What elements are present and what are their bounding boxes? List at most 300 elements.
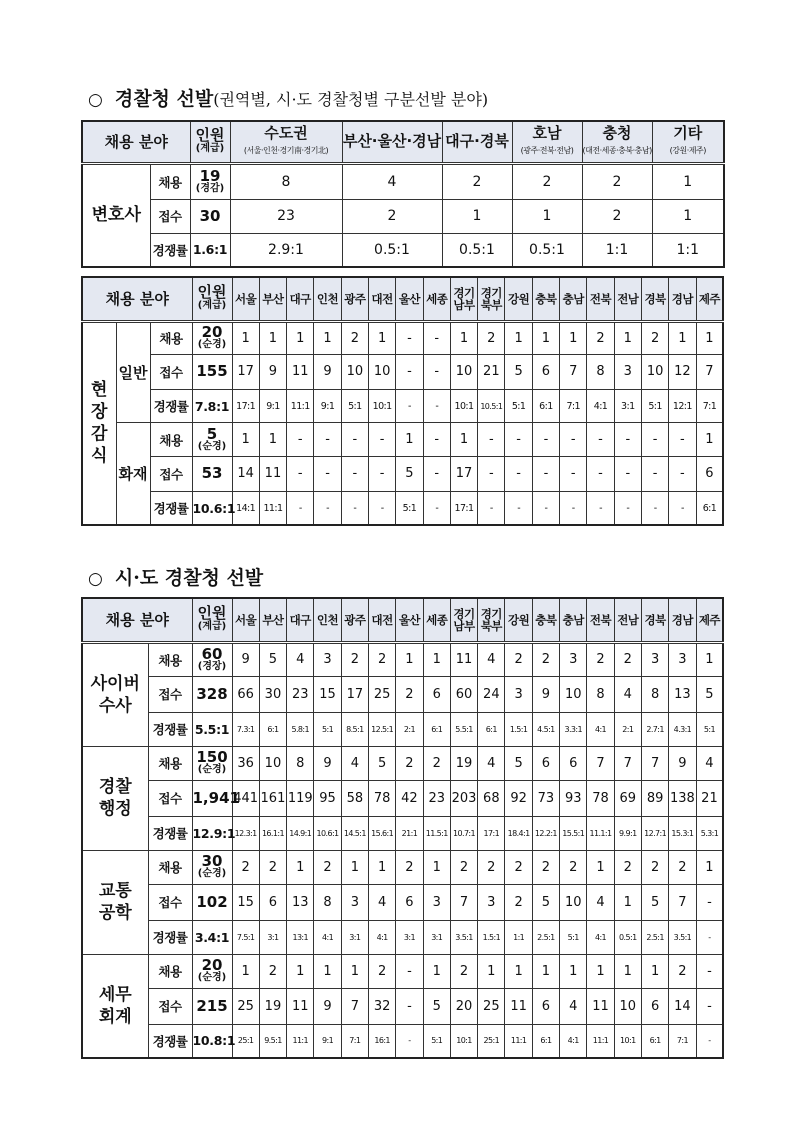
value-cell: 17: [341, 676, 368, 712]
value-cell: 1: [505, 321, 532, 354]
region-header: 충청 (대전·세종·충북·충남): [582, 121, 652, 163]
value-cell: 2: [232, 850, 259, 884]
subgroup-cell: 일반: [116, 321, 150, 423]
city-header: 제주: [696, 277, 723, 321]
value-cell: 1: [532, 954, 559, 988]
value-cell: 23: [423, 780, 450, 816]
region-header: 호남 (광주·전북·전남): [512, 121, 582, 163]
value-cell: 3:1: [396, 920, 423, 954]
table-row: [82, 954, 723, 988]
value-cell: 6: [532, 988, 559, 1024]
value-cell: 7:1: [696, 390, 723, 423]
value-cell: 9: [532, 676, 559, 712]
value-cell: 7: [641, 746, 668, 780]
value-cell: 8.5:1: [341, 712, 368, 746]
value-cell: -: [505, 492, 532, 525]
value-cell: 5: [368, 746, 395, 780]
value-cell: 7: [696, 354, 723, 389]
value-cell: 6:1: [641, 1024, 668, 1058]
table-header-row: [82, 121, 724, 163]
value-cell: 32: [368, 988, 395, 1024]
field-header: 채용 분야: [82, 277, 192, 321]
value-cell: 6: [696, 456, 723, 491]
value-cell: 9: [314, 988, 341, 1024]
value-cell: 10: [560, 676, 587, 712]
total-cell: [192, 642, 232, 676]
value-cell: 11: [450, 642, 477, 676]
value-cell: -: [287, 456, 314, 491]
value-cell: 10: [450, 354, 477, 389]
value-cell: 7:1: [341, 1024, 368, 1058]
group-cell: 경찰 행정: [82, 746, 148, 850]
city-header: 대구: [287, 277, 314, 321]
value-cell: 14.5:1: [341, 816, 368, 850]
total-header-sub: (계급): [197, 620, 227, 632]
value-cell: -: [341, 456, 368, 491]
value-cell: 2:1: [614, 712, 641, 746]
value-cell: 5:1: [505, 390, 532, 423]
row-label: 접수: [150, 456, 192, 491]
value-cell: 95: [314, 780, 341, 816]
region-header: 수도권 (서울·인천·경기南·경기北): [230, 121, 342, 163]
value-cell: 14: [669, 988, 696, 1024]
value-cell: -: [368, 423, 395, 456]
value-cell: 2.5:1: [641, 920, 668, 954]
value-cell: -: [341, 423, 368, 456]
value-cell: -: [614, 492, 641, 525]
value-cell: 14: [232, 456, 259, 491]
city-header: 경남: [669, 277, 696, 321]
value-cell: 7: [450, 884, 477, 920]
value-cell: 1: [396, 642, 423, 676]
value-cell: -: [532, 492, 559, 525]
value-cell: 4: [478, 642, 505, 676]
city-header: 충북: [532, 277, 559, 321]
value-cell: 13: [669, 676, 696, 712]
value-cell: 2: [259, 954, 286, 988]
value-cell: 1: [287, 850, 314, 884]
city-header: 경남: [669, 598, 696, 642]
value-cell: 1:1: [505, 920, 532, 954]
value-cell: 1: [368, 850, 395, 884]
value-cell: 5:1: [341, 390, 368, 423]
value-cell: 2: [641, 321, 668, 354]
value-cell: -: [396, 988, 423, 1024]
value-cell: 5: [423, 988, 450, 1024]
value-cell: 9: [314, 746, 341, 780]
row-label: 경쟁률: [150, 492, 192, 525]
city-header: 전남: [614, 277, 641, 321]
value-cell: 1: [341, 850, 368, 884]
value-cell: 2: [341, 321, 368, 354]
value-cell: 11:1: [505, 1024, 532, 1058]
value-cell: -: [669, 456, 696, 491]
value-cell: 5:1: [696, 712, 723, 746]
value-cell: 1: [423, 954, 450, 988]
city-header: 경기 남부: [450, 598, 477, 642]
row-label: 경쟁률: [148, 816, 192, 850]
value-cell: 4:1: [587, 712, 614, 746]
value-cell: 1: [259, 423, 286, 456]
value-cell: 2: [641, 850, 668, 884]
value-cell: 36: [232, 746, 259, 780]
table-row: [82, 233, 724, 267]
table-row: [82, 746, 723, 780]
section-2-title: [88, 563, 263, 590]
value-cell: 12.5:1: [368, 712, 395, 746]
value-cell: 2: [614, 850, 641, 884]
value-cell: 2: [396, 676, 423, 712]
value-cell: 11.1:1: [587, 816, 614, 850]
value-cell: 4:1: [587, 390, 614, 423]
value-cell: 2: [396, 850, 423, 884]
value-cell: 1: [478, 954, 505, 988]
value-cell: 3: [560, 642, 587, 676]
value-cell: 138: [669, 780, 696, 816]
value-cell: 1: [696, 642, 723, 676]
total-value: 19: [199, 166, 221, 185]
value-cell: 8: [587, 354, 614, 389]
value-cell: 6: [423, 676, 450, 712]
value-cell: 6: [532, 354, 559, 389]
value-cell: 16:1: [368, 1024, 395, 1058]
value-cell: 93: [560, 780, 587, 816]
rank-value: (순경): [197, 339, 227, 351]
value-cell: 4:1: [560, 1024, 587, 1058]
value-cell: 1: [560, 954, 587, 988]
value-cell: 1: [423, 850, 450, 884]
value-cell: 12.7:1: [641, 816, 668, 850]
value-cell: 9.9:1: [614, 816, 641, 850]
total-value: 20: [201, 323, 223, 342]
value-cell: 5.8:1: [287, 712, 314, 746]
value-cell: 1: [652, 163, 724, 199]
value-cell: 4: [614, 676, 641, 712]
table-row: [82, 642, 723, 676]
value-cell: 9: [259, 354, 286, 389]
value-cell: 1: [287, 321, 314, 354]
value-cell: 4.5:1: [532, 712, 559, 746]
value-cell: 6:1: [532, 390, 559, 423]
value-cell: -: [641, 423, 668, 456]
value-cell: 10:1: [450, 1024, 477, 1058]
value-cell: 7: [669, 884, 696, 920]
value-cell: 1: [368, 321, 395, 354]
row-label: 접수: [148, 676, 192, 712]
bullet-icon: ○: [88, 569, 103, 589]
table-row: [82, 816, 723, 850]
value-cell: 2: [512, 163, 582, 199]
value-cell: 3: [423, 884, 450, 920]
value-cell: 6:1: [259, 712, 286, 746]
value-cell: 1: [505, 954, 532, 988]
total-cell: 215: [192, 988, 232, 1024]
value-cell: 1: [232, 321, 259, 354]
value-cell: 21: [696, 780, 723, 816]
value-cell: 6: [532, 746, 559, 780]
value-cell: 1: [532, 321, 559, 354]
value-cell: 6:1: [478, 712, 505, 746]
value-cell: 4.3:1: [669, 712, 696, 746]
city-header: 충남: [560, 277, 587, 321]
value-cell: 12.2:1: [532, 816, 559, 850]
total-header: 인원 (계급): [190, 121, 230, 163]
value-cell: 4: [696, 746, 723, 780]
value-cell: 8: [314, 884, 341, 920]
value-cell: -: [368, 456, 395, 491]
value-cell: 25:1: [232, 1024, 259, 1058]
total-cell: 5.5:1: [192, 712, 232, 746]
value-cell: 1: [259, 321, 286, 354]
value-cell: -: [368, 492, 395, 525]
value-cell: 1: [587, 954, 614, 988]
value-cell: 24: [478, 676, 505, 712]
value-cell: 2: [587, 642, 614, 676]
value-cell: 78: [368, 780, 395, 816]
value-cell: -: [396, 354, 423, 389]
value-cell: 1: [696, 850, 723, 884]
table-row: [82, 423, 723, 456]
total-cell: 12.9:1: [192, 816, 232, 850]
row-label: 접수: [148, 884, 192, 920]
value-cell: 1: [669, 321, 696, 354]
city-header: 강원: [505, 277, 532, 321]
value-cell: 1: [652, 199, 724, 233]
value-cell: -: [423, 423, 450, 456]
value-cell: 6:1: [532, 1024, 559, 1058]
group-cell: 사이버 수사: [82, 642, 148, 746]
value-cell: 2: [505, 850, 532, 884]
section-1-heading: 경찰청 선발: [114, 88, 214, 110]
value-cell: 4: [287, 642, 314, 676]
value-cell: 1: [442, 199, 512, 233]
value-cell: 11:1: [587, 1024, 614, 1058]
value-cell: 17:1: [478, 816, 505, 850]
value-cell: 2: [478, 850, 505, 884]
value-cell: 3.5:1: [669, 920, 696, 954]
rank-value: (순경): [197, 868, 227, 879]
value-cell: 7.3:1: [232, 712, 259, 746]
city-header: 경기 북부: [478, 277, 505, 321]
value-cell: -: [478, 492, 505, 525]
value-cell: 10.7:1: [450, 816, 477, 850]
value-cell: 68: [478, 780, 505, 816]
city-header: 세종: [423, 277, 450, 321]
table-row: [82, 492, 723, 525]
value-cell: 1: [512, 199, 582, 233]
value-cell: 5: [532, 884, 559, 920]
value-cell: 5:1: [641, 390, 668, 423]
city-header: 전북: [587, 598, 614, 642]
value-cell: 15.5:1: [560, 816, 587, 850]
value-cell: 7:1: [560, 390, 587, 423]
value-cell: 17: [450, 456, 477, 491]
value-cell: 15: [314, 676, 341, 712]
value-cell: 4: [368, 884, 395, 920]
value-cell: 2: [259, 850, 286, 884]
value-cell: 13: [287, 884, 314, 920]
value-cell: 2: [532, 642, 559, 676]
value-cell: -: [396, 1024, 423, 1058]
total-cell: 10.8:1: [192, 1024, 232, 1058]
total-cell: 3.4:1: [192, 920, 232, 954]
value-cell: 1: [232, 423, 259, 456]
value-cell: 2: [587, 321, 614, 354]
value-cell: 5.5:1: [450, 712, 477, 746]
value-cell: -: [423, 354, 450, 389]
value-cell: 3: [314, 642, 341, 676]
value-cell: 2: [450, 954, 477, 988]
value-cell: 3:1: [614, 390, 641, 423]
value-cell: -: [314, 456, 341, 491]
value-cell: 2: [450, 850, 477, 884]
value-cell: -: [696, 1024, 723, 1058]
value-cell: 1: [696, 321, 723, 354]
value-cell: -: [505, 456, 532, 491]
table-row: [82, 1024, 723, 1058]
city-header: 광주: [341, 277, 368, 321]
city-header: 전북: [587, 277, 614, 321]
total-cell: 30: [190, 199, 230, 233]
total-value: 150: [196, 748, 228, 766]
forensics-table: [81, 276, 724, 526]
value-cell: -: [505, 423, 532, 456]
value-cell: 119: [287, 780, 314, 816]
region-header: 부산·울산·경남: [342, 121, 442, 163]
value-cell: 9: [669, 746, 696, 780]
rank-value: (순경): [197, 972, 227, 983]
value-cell: 5: [505, 354, 532, 389]
value-cell: 4: [478, 746, 505, 780]
value-cell: 8: [641, 676, 668, 712]
value-cell: -: [696, 954, 723, 988]
value-cell: 161: [259, 780, 286, 816]
value-cell: -: [341, 492, 368, 525]
value-cell: 2: [442, 163, 512, 199]
value-cell: 10.6:1: [314, 816, 341, 850]
value-cell: 5:1: [396, 492, 423, 525]
value-cell: 4: [342, 163, 442, 199]
total-cell: 7.8:1: [192, 390, 232, 423]
value-cell: 25:1: [478, 1024, 505, 1058]
value-cell: 2.9:1: [230, 233, 342, 267]
value-cell: 10: [641, 354, 668, 389]
region-header: 기타 (강원·제주): [652, 121, 724, 163]
total-header-label: 인원: [197, 282, 227, 301]
value-cell: 2: [614, 642, 641, 676]
value-cell: 12.3:1: [232, 816, 259, 850]
value-cell: 3:1: [423, 920, 450, 954]
value-cell: 4: [341, 746, 368, 780]
value-cell: 3.3:1: [560, 712, 587, 746]
value-cell: 14.9:1: [287, 816, 314, 850]
row-label: 채용: [148, 642, 192, 676]
city-header: 울산: [396, 598, 423, 642]
section-2-heading: 시·도 경찰청 선발: [114, 567, 264, 589]
city-header: 경북: [641, 277, 668, 321]
value-cell: 21:1: [396, 816, 423, 850]
total-cell: 328: [192, 676, 232, 712]
table-row: [82, 712, 723, 746]
value-cell: 2: [582, 163, 652, 199]
value-cell: -: [532, 456, 559, 491]
value-cell: 1: [314, 954, 341, 988]
total-value: 60: [201, 644, 223, 663]
total-cell: 53: [192, 456, 232, 491]
row-label: 접수: [150, 354, 192, 389]
city-header: 세종: [423, 598, 450, 642]
total-cell: [192, 321, 232, 354]
city-header: 대구: [287, 598, 314, 642]
city-header: 울산: [396, 277, 423, 321]
value-cell: 5:1: [314, 712, 341, 746]
section-1-title: [88, 84, 488, 111]
value-cell: 2: [314, 850, 341, 884]
value-cell: 10: [341, 354, 368, 389]
row-label: 채용: [150, 163, 190, 199]
value-cell: 1:1: [652, 233, 724, 267]
city-header: 강원: [505, 598, 532, 642]
value-cell: 9:1: [314, 390, 341, 423]
city-header: 경기 남부: [450, 277, 477, 321]
value-cell: 20: [450, 988, 477, 1024]
subgroup-cell: 화재: [116, 423, 150, 525]
value-cell: 3: [478, 884, 505, 920]
row-label: 접수: [148, 988, 192, 1024]
group-cell: 세무 회계: [82, 954, 148, 1058]
value-cell: 1:1: [582, 233, 652, 267]
value-cell: -: [696, 988, 723, 1024]
value-cell: -: [423, 492, 450, 525]
value-cell: -: [641, 456, 668, 491]
value-cell: 10: [259, 746, 286, 780]
value-cell: 17:1: [450, 492, 477, 525]
value-cell: 1: [396, 423, 423, 456]
city-header: 전남: [614, 598, 641, 642]
value-cell: 2: [341, 642, 368, 676]
city-header: 서울: [232, 598, 259, 642]
value-cell: 17: [232, 354, 259, 389]
value-cell: 9:1: [314, 1024, 341, 1058]
value-cell: 7:1: [669, 1024, 696, 1058]
value-cell: 2: [505, 642, 532, 676]
value-cell: 0.5:1: [442, 233, 512, 267]
value-cell: 3.5:1: [450, 920, 477, 954]
value-cell: 2: [532, 850, 559, 884]
value-cell: 0.5:1: [342, 233, 442, 267]
city-header: 대전: [368, 598, 395, 642]
value-cell: 2: [669, 954, 696, 988]
value-cell: 2: [582, 199, 652, 233]
total-cell: 1,941: [192, 780, 232, 816]
value-cell: 6: [560, 746, 587, 780]
bullet-icon: ○: [88, 90, 103, 110]
value-cell: 1: [587, 850, 614, 884]
value-cell: 89: [641, 780, 668, 816]
rank-value: (순경): [197, 440, 227, 452]
row-label: 경쟁률: [148, 1024, 192, 1058]
value-cell: -: [423, 456, 450, 491]
value-cell: 15.3:1: [669, 816, 696, 850]
value-cell: 10:1: [450, 390, 477, 423]
total-cell: [192, 746, 232, 780]
value-cell: 2: [669, 850, 696, 884]
city-header: 인천: [314, 277, 341, 321]
row-label: 채용: [148, 746, 192, 780]
value-cell: 441: [232, 780, 259, 816]
value-cell: 3: [341, 884, 368, 920]
row-label: 경쟁률: [150, 390, 192, 423]
